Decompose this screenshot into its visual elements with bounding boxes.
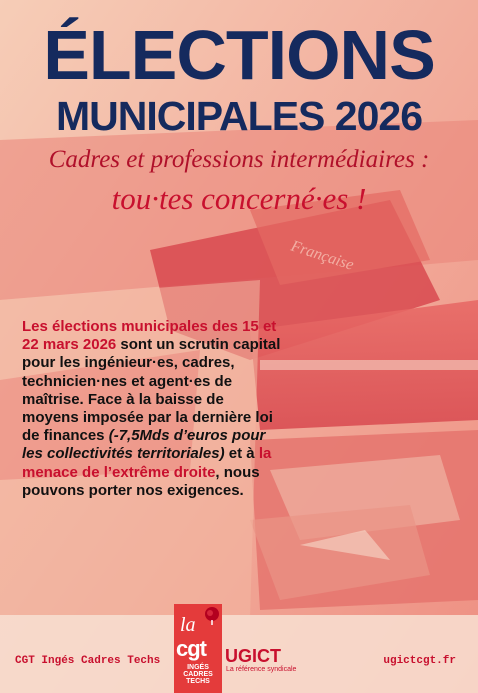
body-threat-red: la menace de l’extrême droite	[22, 445, 272, 481]
body-paragraph	[22, 318, 282, 500]
headline-line-1: ÉLECTIONS	[43, 16, 435, 94]
logo-la-text: la	[180, 614, 196, 636]
svg-text:Française: Française	[288, 237, 356, 274]
body-budget-note: (-7,5Mds d’euros pour les collectivités territoriales)	[22, 427, 266, 463]
logo-subtitle: INGÉS CADRES TECHS	[183, 664, 213, 685]
subtitle-line-1: Cadres et professions intermédiaires :	[48, 146, 430, 173]
body-conclusion: , nous pouvons porter nos exigences.	[22, 463, 260, 499]
headline-line-2: MUNICIPALES 2026	[55, 93, 422, 139]
body-main-text: sont un scrutin capital pour les ingénieur·es, cadres, technicien·nes et agent·es de maîtrise. Face à la baisse de moyens imposée par la dernière loi de finances	[22, 336, 281, 445]
footer-website-link[interactable]: ugictcgt.fr	[383, 655, 456, 667]
body-connector: et à	[228, 445, 255, 463]
logo-tagline: La référence syndicale	[226, 666, 297, 673]
headline	[0, 16, 478, 140]
logo-ugict-text: UGICT	[225, 646, 281, 666]
rose-icon	[202, 605, 222, 625]
body-intro-red: Les élections municipales des 15 et 22 mars 2026	[22, 318, 277, 354]
footer-organization: CGT Ingés Cadres Techs	[15, 655, 161, 667]
logo-cgt-text: cgt	[176, 636, 206, 661]
subtitle-line-2: tou·tes concerné·es !	[111, 181, 367, 216]
